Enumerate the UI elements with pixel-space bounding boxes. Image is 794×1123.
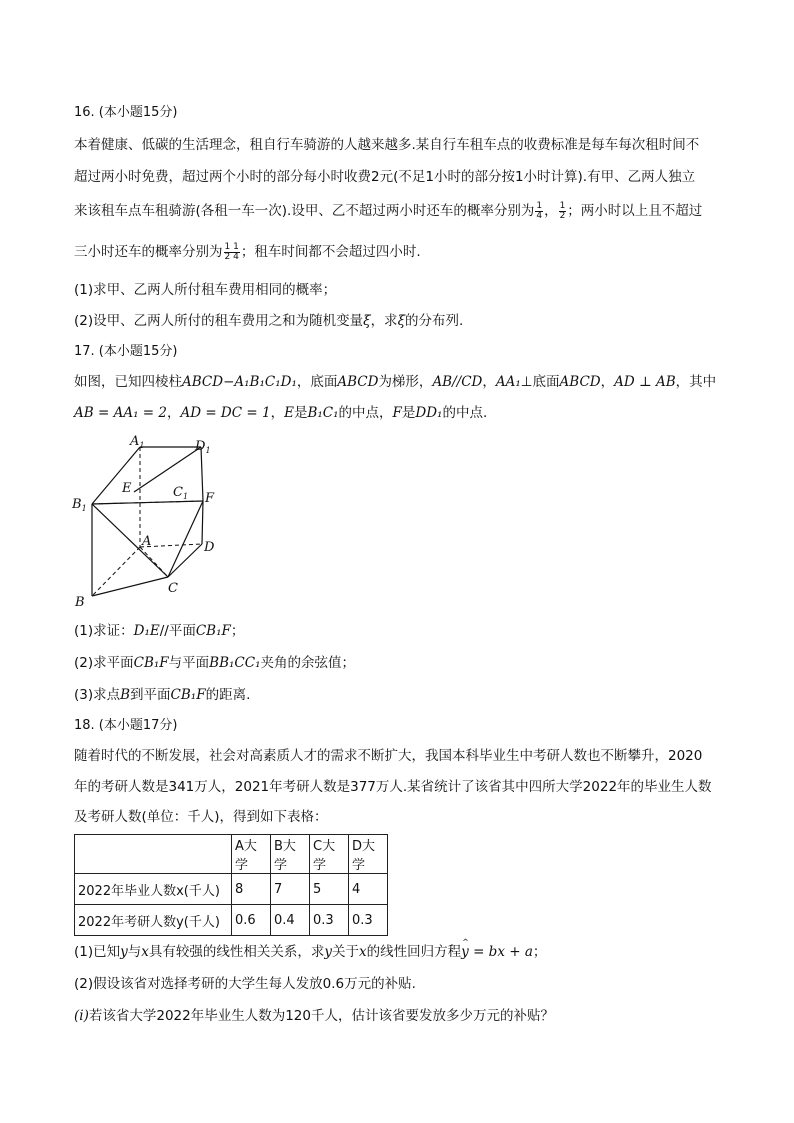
label-c1: $C_1$ — [173, 485, 189, 501]
label-b1: $B_1$ — [72, 497, 87, 513]
regression-equation: ^ y = bx + a — [461, 944, 533, 960]
q16-line-2: 超过两小时免费，超过两个小时的部分每小时收费2元(不足1小时的部分按1小时计算).有甲、乙两人独立 — [74, 169, 696, 185]
table-header-cell: D大学 — [349, 835, 388, 874]
q17-math: AA₁ — [495, 374, 521, 390]
q17-math: ABCD−A₁B₁C₁D₁ — [182, 374, 297, 390]
q16-line-1: 本着健康、低碳的生活理念，租自行车骑游的人越来越多.某自行车租车点的收费标准是每车每次租时间不 — [74, 137, 700, 153]
q17-text: 的距离. — [205, 687, 251, 703]
edge-d1-c1 — [201, 447, 203, 501]
table-header-cell: C大学 — [310, 835, 349, 874]
table-row — [75, 905, 388, 936]
q18-math: x — [359, 944, 367, 960]
label-a: A — [142, 534, 152, 549]
q18-heading: 18. (本小题17分) — [74, 718, 178, 733]
q16-part-2-text-a: (2)设甲、乙两人所付的租车费用之和为随机变量 — [74, 313, 364, 329]
q16-heading: 16. (本小题15分) — [74, 105, 178, 120]
fraction-pair — [224, 243, 240, 262]
q17-text: ， — [482, 374, 496, 390]
prism-figure — [70, 430, 230, 610]
q16-part-2-text-b: ，求 — [370, 313, 398, 329]
q16-line-4 — [74, 242, 421, 262]
q17-line-2 — [74, 403, 487, 423]
table-cell: 4 — [349, 874, 388, 905]
q17-text: ⊥底面 — [520, 374, 560, 390]
q17-part-2 — [74, 653, 355, 673]
q17-text: 的中点. — [442, 405, 488, 421]
table-cell: 5 — [310, 874, 349, 905]
q17-text: (2)求平面 — [74, 655, 134, 671]
q18-text: 若该省大学2022年毕业生人数为120千人，估计该省要发放多少万元的补贴？ — [88, 1008, 554, 1024]
fraction-one-quarter — [535, 202, 543, 221]
q17-math: AB//CD — [432, 374, 483, 390]
hidden-edge-a-b — [92, 547, 140, 596]
q18-math: y — [120, 944, 128, 960]
q17-math: E — [284, 405, 294, 421]
edge-c1-c — [168, 501, 203, 577]
q16-line-4-text-a: 三小时还车的概率分别为 — [74, 244, 223, 260]
q17-math: AB = AA₁ = 2 — [74, 405, 167, 421]
q18-line-2: 年的考研人数是341万人，2021年考研人数是377万人.某省统计了该省其中四所大学2022年的毕业生人数 — [74, 779, 712, 795]
table-header-cell: A大学 — [232, 835, 271, 874]
fraction-numerator: 1 1 — [224, 241, 239, 252]
q16-part-2-var-2: ξ — [397, 313, 405, 329]
q17-math: AD = DC = 1 — [180, 405, 271, 421]
q17-line-1 — [74, 372, 716, 392]
q18-math: x — [141, 944, 149, 960]
q17-text: ， — [600, 374, 615, 390]
q16-line-3 — [74, 201, 702, 221]
label-a1: $A_1$ — [130, 434, 145, 450]
q17-text: //平面 — [159, 623, 196, 639]
q17-text: 夹角的余弦值； — [260, 655, 355, 671]
q17-text: (3)求点 — [74, 687, 121, 703]
q17-math: F — [392, 405, 402, 421]
fraction-denominator: 2 4 — [224, 251, 239, 262]
q17-text: ； — [230, 623, 245, 639]
q16-line-3-text-a: 来该租车点车租骑游(各租一车一次).设甲、乙不超过两小时还车的概率分别为 — [74, 203, 535, 219]
q17-math: ABCD — [337, 374, 379, 390]
q18-part-1 — [74, 942, 546, 962]
q17-text: 是 — [293, 405, 308, 421]
q16-line-3-text-c: ；两小时以上且不超过 — [567, 203, 703, 219]
q17-math: CB₁F — [170, 687, 206, 703]
q17-math: CB₁F — [195, 623, 231, 639]
q18-text: 关于 — [332, 944, 360, 960]
table-cell: 2022年毕业人数x(千人) — [75, 874, 232, 905]
q17-math: BB₁CC₁ — [209, 655, 261, 671]
q17-part-3 — [74, 685, 250, 705]
q17-math: D₁E — [133, 623, 160, 639]
q17-text: ，底面 — [296, 374, 338, 390]
label-b: B — [75, 595, 85, 610]
q18-text: 具有较强的线性相关关系，求 — [148, 944, 325, 960]
q16-part-2 — [74, 311, 463, 331]
q17-text: 的中点， — [338, 405, 393, 421]
q17-text: 如图，已知四棱柱 — [74, 374, 182, 390]
table-header-row — [75, 835, 388, 874]
edge-c1-d — [202, 501, 203, 544]
segment-b1-c — [92, 504, 168, 577]
label-d: D — [204, 540, 215, 555]
label-d1: $D_1$ — [195, 439, 211, 455]
table-cell: 0.6 — [232, 905, 271, 936]
table-cell — [75, 835, 232, 874]
q17-text: 到平面 — [130, 687, 171, 703]
label-c: C — [168, 581, 178, 596]
q16-line-3-text-b: ， — [544, 203, 558, 219]
q18-text: ； — [532, 944, 547, 960]
q17-text: 为梯形， — [378, 374, 433, 390]
q16-part-1: (1)求甲、乙两人所付租车费用相同的概率； — [74, 282, 337, 298]
fraction-numerator: 1 — [536, 200, 543, 211]
table-cell: 0.3 — [310, 905, 349, 936]
q17-math: DD₁ — [415, 405, 443, 421]
q18-text: (1)已知 — [74, 944, 121, 960]
q17-math: CB₁F — [133, 655, 169, 671]
table-cell: 7 — [271, 874, 310, 905]
table-cell: 8 — [232, 874, 271, 905]
label-f: F — [205, 491, 215, 506]
q16-line-4-text-b: ；租车时间都不会超过四小时. — [240, 244, 421, 260]
table-header-cell: B大学 — [271, 835, 310, 874]
table-cell: 2022年考研人数y(千人) — [75, 905, 232, 936]
q18-part-2-i — [74, 1006, 554, 1026]
q17-heading: 17. (本小题15分) — [74, 344, 178, 359]
q17-math: AD ⊥ AB — [614, 374, 676, 390]
q17-text: ，其中 — [675, 374, 717, 390]
table-cell: 0.4 — [271, 905, 310, 936]
table-cell: 0.3 — [349, 905, 388, 936]
q18-math: y — [324, 944, 333, 960]
q18-text: 的线性回归方程 — [366, 944, 462, 960]
q18-math: (i) — [74, 1008, 89, 1024]
q18-part-2: (2)假设该省对选择考研的大学生每人发放0.6万元的补贴. — [74, 976, 416, 992]
q18-line-3: 及考研人数(单位：千人)，得到如下表格： — [74, 809, 328, 825]
q17-text: ， — [166, 405, 181, 421]
q17-math: B₁C₁ — [307, 405, 339, 421]
segment-d1-e — [134, 447, 201, 492]
q18-line-1: 随着时代的不断发展，社会对高素质人才的需求不断扩大，我国本科毕业生中考研人数也不断攀升，2020 — [74, 748, 703, 764]
q17-text: 与平面 — [168, 655, 210, 671]
q16-part-2-text-c: 的分布列. — [405, 313, 464, 329]
q17-math: ABCD — [559, 374, 601, 390]
fraction-denominator: 2 — [559, 210, 566, 221]
fraction-one-half — [559, 202, 567, 221]
edge-b1-a1 — [92, 447, 140, 504]
fraction-denominator: 4 — [536, 210, 543, 221]
edge-c-d — [168, 544, 202, 577]
q17-text: (1)求证： — [74, 623, 134, 639]
q17-part-1 — [74, 621, 244, 641]
q18-text: 与 — [127, 944, 142, 960]
q17-text: 是 — [401, 405, 416, 421]
table-row — [75, 874, 388, 905]
edge-b-c — [92, 577, 168, 596]
q17-math: B — [120, 687, 131, 703]
university-data-table — [74, 834, 388, 936]
q16-part-2-var: ξ — [363, 313, 371, 329]
label-e: E — [122, 481, 132, 496]
q17-text: ， — [270, 405, 285, 421]
fraction-numerator: 1 — [559, 200, 566, 211]
